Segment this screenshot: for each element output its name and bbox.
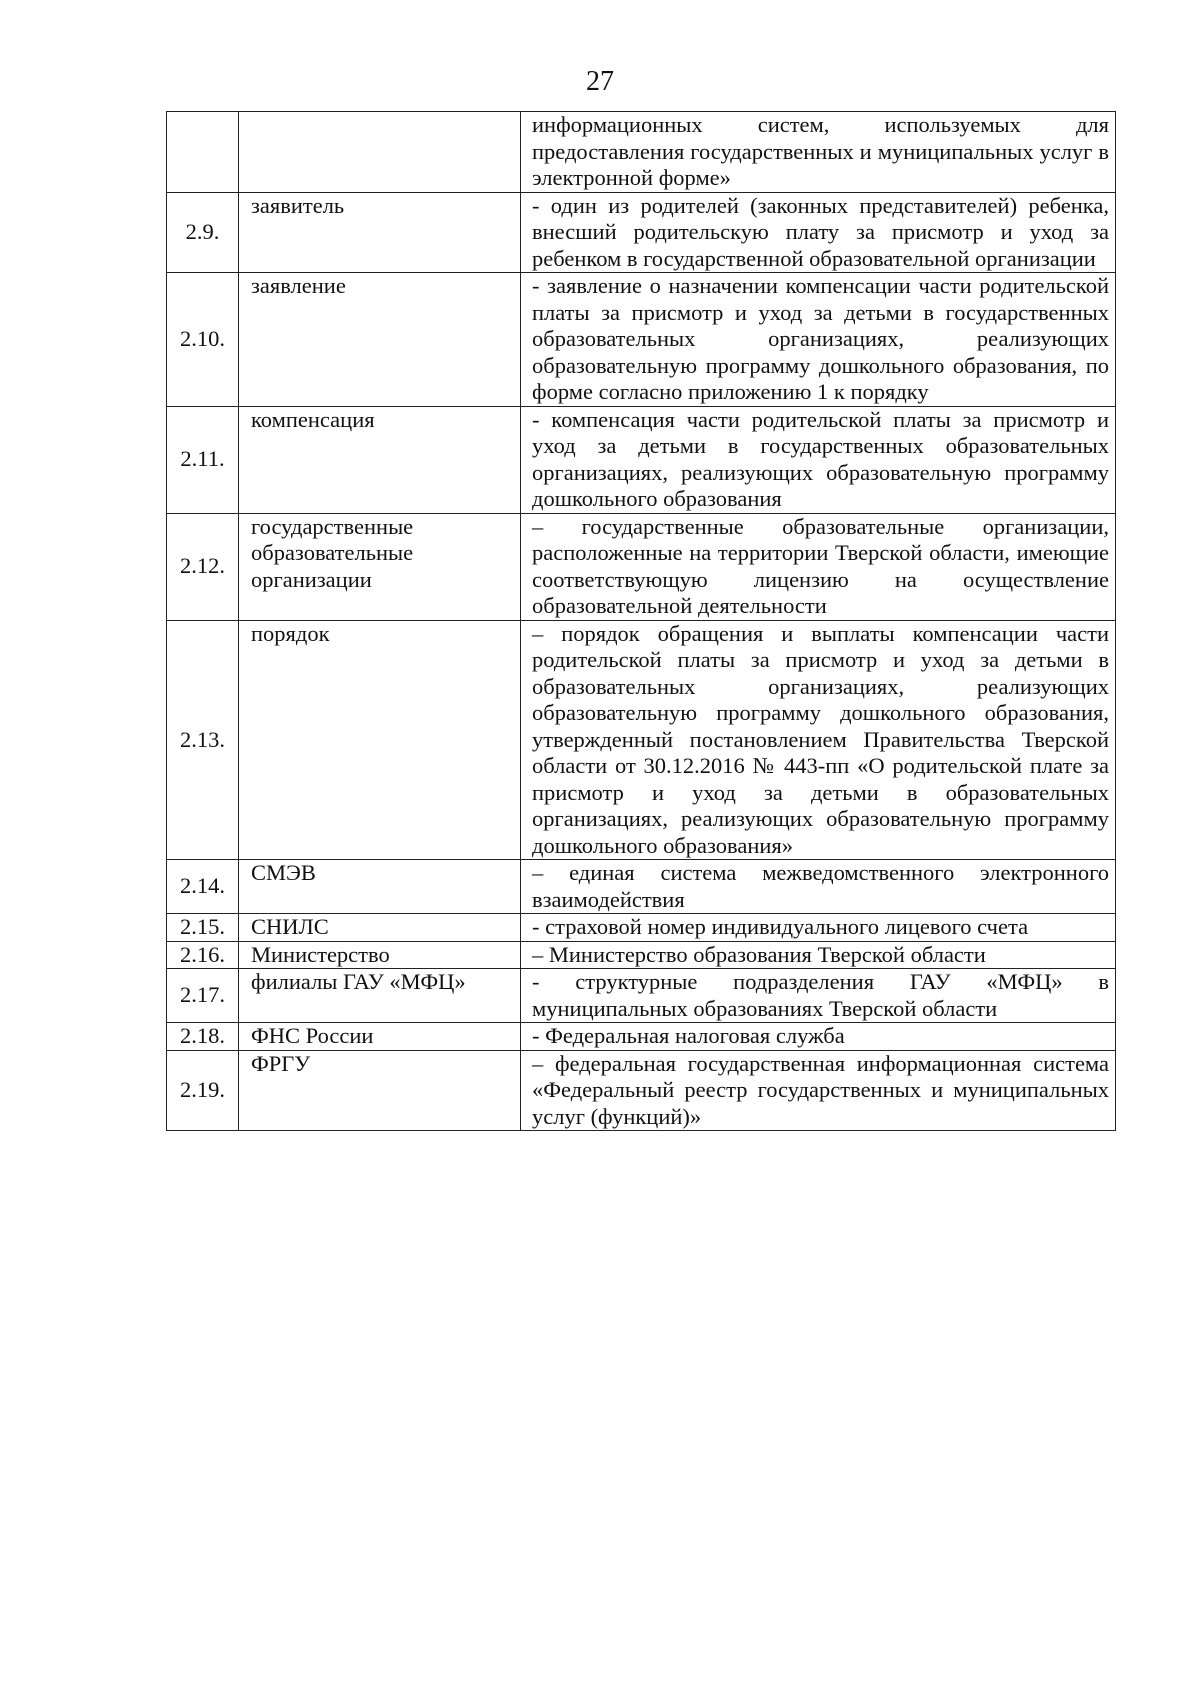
row-term: филиалы ГАУ «МФЦ» xyxy=(239,969,521,1023)
table-row xyxy=(167,969,1116,1023)
row-definition: – порядок обращения и выплаты компенсации части родительской платы за присмотр и уход за детьми в образовательных организациях, реализующих образовательную программу дошкольного образования, утвержденный постановлением Правительства Тверской области от 30.12.2016 № 443-пп «О родительской плате за присмотр и уход за детьми в образовательных организациях, реализующих образовательную программу дошкольного образования» xyxy=(521,620,1116,860)
page-number: 27 xyxy=(586,66,614,97)
table-row xyxy=(167,406,1116,513)
table-row xyxy=(167,620,1116,860)
row-term: ФНС России xyxy=(239,1023,521,1051)
row-definition: - компенсация части родительской платы за присмотр и уход за детьми в государственных образовательных организациях, реализующих образовательную программу дошкольного образования xyxy=(521,406,1116,513)
row-number: 2.13. xyxy=(167,620,239,860)
row-number: 2.16. xyxy=(167,941,239,969)
row-term: государственные образовательные организации xyxy=(239,513,521,620)
table-row xyxy=(167,914,1116,942)
row-term: заявление xyxy=(239,273,521,407)
row-definition: информационных систем, используемых для предоставления государственных и муниципальных услуг в электронной форме» xyxy=(521,112,1116,193)
row-number: 2.17. xyxy=(167,969,239,1023)
row-term: СМЭВ xyxy=(239,860,521,914)
row-definition: - один из родителей (законных представителей) ребенка, внесший родительскую плату за присмотр и уход за ребенком в государственной образовательной организации xyxy=(521,192,1116,273)
row-definition: – единая система межведомственного электронного взаимодействия xyxy=(521,860,1116,914)
definitions-table xyxy=(166,111,1116,1131)
row-number xyxy=(167,112,239,193)
row-definition: - структурные подразделения ГАУ «МФЦ» в муниципальных образованиях Тверской области xyxy=(521,969,1116,1023)
row-term: компенсация xyxy=(239,406,521,513)
row-definition: - заявление о назначении компенсации части родительской платы за присмотр и уход за детьми в государственных образовательных организациях, реализующих образовательную программу дошкольного образования, по форме согласно приложению 1 к порядку xyxy=(521,273,1116,407)
table-row xyxy=(167,860,1116,914)
row-term xyxy=(239,112,521,193)
row-definition: - Федеральная налоговая служба xyxy=(521,1023,1116,1051)
table-row xyxy=(167,1050,1116,1131)
row-number: 2.11. xyxy=(167,406,239,513)
row-number: 2.15. xyxy=(167,914,239,942)
row-term: СНИЛС xyxy=(239,914,521,942)
row-definition: – федеральная государственная информационная система «Федеральный реестр государственных и муниципальных услуг (функций)» xyxy=(521,1050,1116,1131)
row-term: ФРГУ xyxy=(239,1050,521,1131)
row-definition: - страховой номер индивидуального лицевого счета xyxy=(521,914,1116,942)
row-number: 2.12. xyxy=(167,513,239,620)
table-row xyxy=(167,112,1116,193)
row-term: заявитель xyxy=(239,192,521,273)
row-number: 2.9. xyxy=(167,192,239,273)
row-number: 2.10. xyxy=(167,273,239,407)
row-number: 2.19. xyxy=(167,1050,239,1131)
row-number: 2.14. xyxy=(167,860,239,914)
row-number: 2.18. xyxy=(167,1023,239,1051)
row-term: Министерство xyxy=(239,941,521,969)
row-term: порядок xyxy=(239,620,521,860)
row-definition: – Министерство образования Тверской области xyxy=(521,941,1116,969)
table-row xyxy=(167,273,1116,407)
table-row xyxy=(167,1023,1116,1051)
table-row xyxy=(167,192,1116,273)
row-definition: – государственные образовательные организации, расположенные на территории Тверской области, имеющие соответствующую лицензию на осуществление образовательной деятельности xyxy=(521,513,1116,620)
table-row xyxy=(167,941,1116,969)
table-row xyxy=(167,513,1116,620)
